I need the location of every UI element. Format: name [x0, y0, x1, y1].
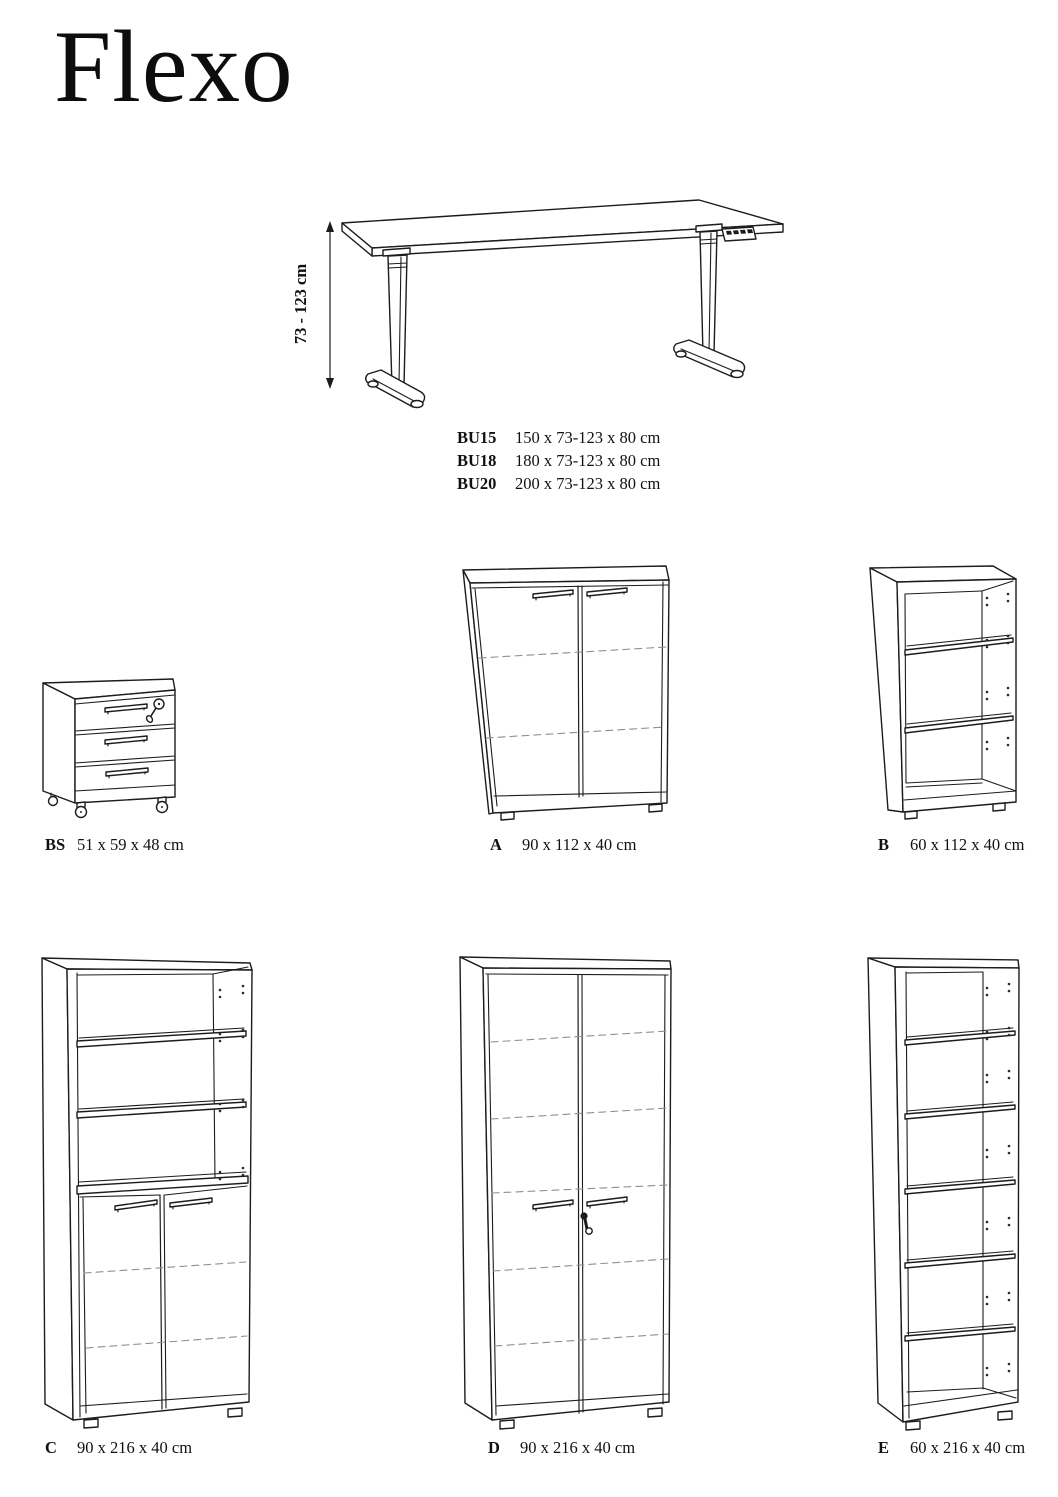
- item-dimensions: 90 x 112 x 40 cm: [522, 835, 637, 854]
- height-dimension-arrow: [291, 221, 334, 389]
- item-label-b: [878, 836, 1024, 854]
- model-dimensions: 150 x 73-123 x 80 cm: [515, 428, 661, 447]
- desk-height-dimension: 73 - 123 cm: [291, 263, 310, 345]
- desk-model-row: [457, 449, 660, 472]
- model-code: BU18: [457, 451, 497, 470]
- item-dimensions: 90 x 216 x 40 cm: [77, 1438, 193, 1457]
- item-code: E: [878, 1438, 890, 1457]
- cabinet-a-drawing: [455, 560, 677, 824]
- item-code: B: [878, 835, 890, 854]
- desk-model-list: [457, 426, 660, 495]
- model-code: BU15: [457, 428, 497, 447]
- item-code: BS: [45, 835, 66, 854]
- item-code: C: [45, 1438, 57, 1457]
- page-title: Flexo: [54, 10, 294, 124]
- model-code: BU20: [457, 474, 497, 493]
- cabinet-c-drawing: [35, 952, 261, 1434]
- model-dimensions: 200 x 73-123 x 80 cm: [515, 474, 661, 493]
- cabinet-d-drawing: [455, 952, 679, 1434]
- item-code: A: [490, 835, 502, 854]
- item-label-bs: [45, 836, 184, 854]
- desk-control-keypad-icon: [722, 227, 756, 241]
- shelf-b-drawing: [860, 560, 1023, 822]
- item-dimensions: 60 x 112 x 40 cm: [910, 835, 1025, 854]
- pedestal-bs-drawing: [35, 672, 187, 830]
- item-label-c: [45, 1439, 192, 1457]
- item-dimensions: 60 x 216 x 40 cm: [910, 1438, 1026, 1457]
- model-dimensions: 180 x 73-123 x 80 cm: [515, 451, 661, 470]
- desk-model-row: [457, 426, 660, 449]
- desk-drawing: [280, 190, 795, 415]
- item-dimensions: 90 x 216 x 40 cm: [520, 1438, 636, 1457]
- shelf-e-drawing: [860, 952, 1024, 1434]
- desk-model-row: [457, 472, 660, 495]
- item-dimensions: 51 x 59 x 48 cm: [77, 835, 184, 854]
- item-code: D: [488, 1438, 500, 1457]
- item-label-d: [488, 1439, 635, 1457]
- item-label-a: [490, 836, 636, 854]
- item-label-e: [878, 1439, 1025, 1457]
